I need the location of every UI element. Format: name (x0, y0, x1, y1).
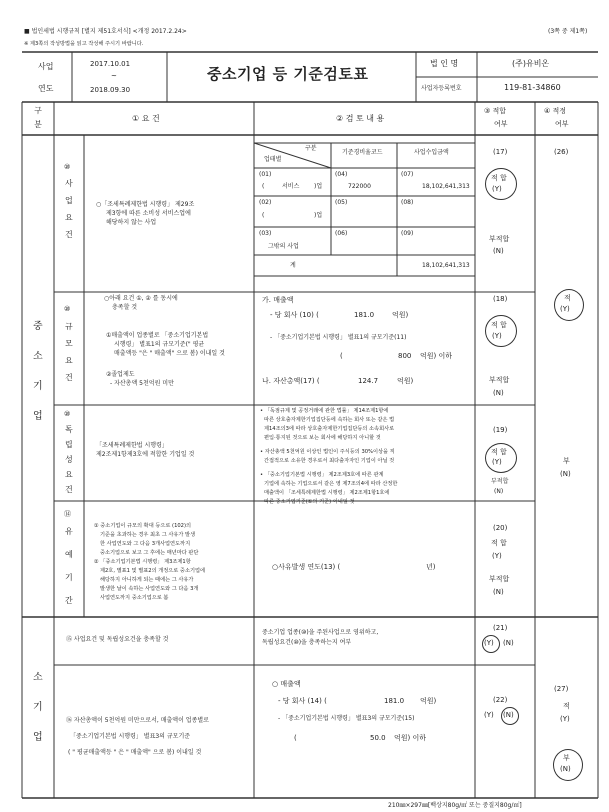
small-review-b: 독립성요건(⑩)을 충족하는지 여부 (262, 639, 352, 646)
small-sales-label: ○ 매출액 (272, 680, 301, 688)
small-std-label: - 「중소기업기본법 시행령」 별표3의 규모기준(15) (278, 715, 415, 722)
grace-review: ○사유발생 연도(13) ( (272, 563, 341, 571)
grace-no: ⑭ (64, 510, 71, 518)
table-head-gubun: 구분 (305, 145, 317, 152)
grace-label-1: 유 (65, 527, 73, 536)
biz-no: 119-81-34860 (504, 83, 561, 92)
indep-review-1c: 제14조의3에 따라 상호출자제한기업집단등의 소속회사로 (264, 426, 395, 432)
row2-income-no: (08) (401, 199, 414, 206)
scale-asset-unit: 억원) (397, 377, 414, 385)
col-review: ② 검 토 내 용 (336, 114, 385, 123)
form-reference: ■ 법인세법 시행규칙 [별지 제51호서식] <개정 2017.2.24> (24, 28, 187, 35)
fit18-yes-circle (485, 315, 517, 347)
appropriate27-no-mark: (N) (560, 765, 571, 773)
fit21-y: (Y) (484, 639, 494, 647)
fit19-no: (19) (493, 426, 508, 434)
scale-std-label: - 「중소기업기본법 시행령」 별표1의 규모기준(11) (270, 334, 407, 341)
indep-review-3a: • 「중소기업기본법 시행령」 제2조제3호에 따른 관계 (260, 472, 384, 478)
row3-no: (03) (259, 230, 272, 237)
row2-suffix: )업 (314, 212, 323, 219)
scale-asset-value: 124.7 (358, 377, 379, 385)
small-req-2b: 「중소기업기본법 시행령」 별표3의 규모기준 (70, 733, 191, 740)
grace-req-h: 발생한 날이 속하는 사업연도와 그 다음 3개 (100, 586, 199, 592)
row1-code-no: (04) (335, 171, 348, 178)
scale-std-paren: ( (340, 352, 343, 360)
indep-review-3b: 기업에 속하는 기업으로서 같은 영 제7조의4에 따라 산정한 (264, 481, 398, 487)
row2-paren: ( (262, 212, 265, 219)
row2-code-no: (05) (335, 199, 348, 206)
fit17-no: (17) (493, 148, 508, 156)
scale-std-unit: 억원) 이하 (420, 352, 453, 360)
section-small-1: 소 (33, 672, 43, 683)
scale-asset-label: 나. 자산총액(17) ( (262, 377, 320, 385)
appropriate27-yes: 적 (563, 702, 570, 710)
scale-own-unit: 억원) (392, 311, 409, 319)
appropriate27-no-label: 부 (563, 754, 570, 762)
small-own-unit: 억원) (420, 697, 437, 705)
grace-req-i: 사업연도까지 중소기업으로 봄 (100, 595, 169, 601)
grace-req-e: ② 「중소기업기본법 시행령」 제3조제1항 (94, 559, 191, 565)
scale-own-label: - 당 회사 (10) ( (270, 311, 319, 319)
corp-name-label: 법 인 명 (430, 59, 459, 68)
appropriate27-yes-mark: (Y) (560, 715, 570, 723)
scale-label-4: 건 (65, 373, 73, 382)
small-review-a: 중소기업 업종(⑩)을 주된사업으로 영위하고, (262, 629, 379, 636)
row1-income-no: (07) (401, 171, 414, 178)
fit19-yes-mark: (Y) (492, 458, 502, 466)
scale-label-1: 규 (65, 322, 73, 331)
row1-no: (01) (259, 171, 272, 178)
small-req-2a: ⑯ 자산총액이 5천억원 미만으로서, 매출액이 업종별로 (66, 717, 209, 724)
fit21-no: (21) (493, 624, 508, 632)
fit17-no-mark: (N) (493, 247, 504, 255)
scale-own-value: 181.0 (354, 311, 375, 319)
col-fit: ③ 적합 (484, 107, 507, 115)
scale-req-2a: ①매출액이 업종별로 「중소기업기본법 (106, 332, 209, 339)
grace-req-d: 중소기업으로 보고 그 후에는 매년마다 판단 (100, 550, 199, 556)
paper-spec: 210㎜×297㎜[백상지80g/㎡ 또는 중질지80g/㎡] (388, 802, 522, 809)
appropriate-no-mark: (N) (560, 470, 571, 478)
fit19-no-mark: (N) (494, 488, 504, 495)
table-head-industry: 업태별 (264, 156, 282, 163)
fit20-no: (20) (493, 524, 508, 532)
col-appropriate-sub: 여부 (555, 120, 569, 128)
indep-review-2a: • 자산총액 5천억원 이상인 법인이 주식등의 30%이상을 직 (260, 449, 395, 455)
appropriate-yes-mark: (Y) (560, 305, 570, 313)
scale-req-2b: 시행령」 별표1의 규모기준(" 평균 (114, 341, 205, 348)
small-std-unit: 억원) 이하 (394, 734, 427, 742)
form-title: 중소기업 등 기준검토표 (207, 65, 369, 83)
row3-income-no: (09) (401, 230, 414, 237)
grace-review-end: 년) (426, 563, 436, 571)
row1-suffix: )업 (314, 183, 323, 190)
scale-req-1a: ○아래 요건 ①, ② 를 동시에 (104, 295, 178, 302)
indep-no: ⑩ (64, 410, 71, 418)
business-req-3: 해당하지 않는 사업 (106, 219, 157, 226)
fit20-yes: 적 합 (491, 539, 507, 547)
appropriate-yes: 적 (564, 294, 571, 302)
fit17-yes-mark: (Y) (492, 185, 502, 193)
appropriate-no: 부 (563, 457, 570, 465)
indep-label-2: 립 (65, 440, 73, 449)
period-start: 2017.10.01 (90, 60, 131, 68)
grace-label-2: 예 (65, 550, 73, 559)
fit18-no: (18) (493, 295, 508, 303)
fit22-n: (N) (503, 711, 514, 719)
appropriate26-no: (26) (554, 148, 569, 156)
scale-std-value: 800 (398, 352, 412, 360)
grace-req-g: 해당하지 아니하게 되는 때에는 그 사유가 (100, 577, 194, 583)
fit20-no-mark: (N) (493, 588, 504, 596)
indep-review-3d: 따른 중소기업기준(①의 기준) 이내일 것 (264, 499, 355, 505)
fit18-no-mark: (N) (493, 389, 504, 397)
indep-label-4: 요 (65, 470, 73, 479)
col-appropriate: ④ 적정 (544, 107, 567, 115)
fit19-yes: 적 합 (491, 448, 507, 456)
small-own-label: - 당 회사 (14) ( (278, 697, 327, 705)
small-own-value: 181.0 (384, 697, 405, 705)
business-label-4: 건 (65, 230, 73, 239)
fit17-yes: 적 합 (491, 174, 507, 182)
business-req-1: ○「조세특례제한법 시행령」 제29조 (96, 201, 195, 208)
row1-industry: 서비스 (282, 183, 300, 190)
row3-label: 그밖의 사업 (268, 243, 299, 250)
grace-req-a: ① 중소기업이 규모의 확대 등으로 (102)의 (94, 523, 192, 529)
section-sme-1: 중 (33, 321, 43, 332)
grace-req-b: 기준을 초과하는 경우 최초 그 사유가 발생 (100, 532, 196, 538)
fit18-no-label: 부적합 (489, 376, 510, 384)
grace-req-f: 제2호, 별표1 및 별표2의 개정으로 중소기업에 (100, 568, 205, 574)
total-income: 18,102,641,313 (422, 262, 470, 269)
indep-review-2b: 간접적으로 소유한 경우로서 최다출자자인 기업이 아닐 것 (264, 458, 395, 464)
total-label: 계 (290, 262, 296, 269)
small-std-value: 50.0 (370, 734, 386, 742)
indep-req-1: 「조세특례제한법 시행령」 (96, 442, 168, 449)
fit18-yes: 적 합 (491, 321, 507, 329)
fit21-n: (N) (503, 639, 514, 647)
biz-no-label: 사업자등록번호 (421, 85, 462, 92)
row3-code-no: (06) (335, 230, 348, 237)
small-req-1: ⑮ 사업요건 및 독립성요건을 충족할 것 (66, 636, 169, 643)
business-label-1: 사 (65, 179, 73, 188)
fit22-y: (Y) (484, 711, 494, 719)
fit20-yes-mark: (Y) (492, 552, 502, 560)
scale-req-1b: 충족할 것 (112, 304, 138, 311)
scale-req-2c: 매출액등 "은 " 매출액" 으로 봄) 이내일 것 (114, 350, 225, 357)
row2-no: (02) (259, 199, 272, 206)
section-small-2: 기 (33, 702, 43, 713)
fit20-no-label: 부적합 (489, 575, 510, 583)
indep-review-1b: 따른 상호출자제한기업집단등에 속하는 회사 또는 같은 법 (264, 417, 395, 423)
indep-label-1: 독 (65, 425, 73, 434)
instruction-note: ※ 제3쪽의 작성방법을 읽고 작성해 주시기 바랍니다. (24, 41, 144, 47)
col-requirement: ① 요 건 (132, 114, 160, 123)
period-end: 2018.09.30 (90, 86, 131, 94)
fit22-no: (22) (493, 696, 508, 704)
row1-code: 722000 (348, 183, 371, 190)
row1-paren: ( (262, 183, 265, 190)
indep-label-5: 건 (65, 485, 73, 494)
business-label-2: 업 (65, 196, 73, 205)
fit19-no-label: 부적합 (491, 478, 509, 485)
corp-name: (주)유비온 (512, 59, 550, 68)
year-label-1: 사업 (38, 62, 54, 71)
grace-req-c: 한 사업연도와 그 다음 3개사업연도까지 (100, 541, 191, 547)
indep-review-1d: 편입·통지된 것으로 보는 회사에 해당하지 아니할 것 (264, 435, 381, 441)
scale-no: ⑩ (64, 305, 71, 313)
page-indicator: (3쪽 중 제1쪽) (548, 28, 588, 35)
indep-review-1a: • 「독점규제 및 공정거래에 관한 법률」 제14조제1항에 (260, 408, 389, 414)
year-label-2: 연도 (38, 84, 54, 93)
section-sme-3: 기 (33, 381, 43, 392)
grace-label-3: 기 (65, 573, 73, 582)
col-fit-sub: 여부 (494, 120, 508, 128)
scale-sales-label: 가. 매출액 (262, 296, 294, 304)
appropriate27-no: (27) (554, 685, 569, 693)
fit17-no-label: 부적합 (489, 235, 510, 243)
scale-req-3a: ②졸업제도 (106, 371, 135, 378)
small-std-paren: ( (294, 734, 297, 742)
scale-label-3: 요 (65, 356, 73, 365)
scale-label-2: 모 (65, 339, 73, 348)
small-req-2c: ( " 평균매출액등 " 은 " 매출액" 으로 봄) 이내일 것 (68, 749, 202, 756)
indep-req-2: 제2조제1항제3호에 적합한 기업일 것 (96, 451, 195, 458)
business-label-3: 요 (65, 213, 73, 222)
table-head-income: 사업수입금액 (414, 149, 449, 156)
business-no: ⑩ (64, 163, 71, 171)
row1-income: 18,102,641,313 (422, 183, 470, 190)
fit18-yes-mark: (Y) (492, 332, 502, 340)
section-small-3: 업 (33, 732, 43, 743)
grace-label-4: 간 (65, 596, 73, 605)
section-sme-2: 소 (33, 351, 43, 362)
table-head-code: 기준경비율코드 (342, 149, 383, 156)
business-req-2: 제3항에 따른 소비성 서비스업에 (106, 210, 191, 217)
fit17-yes-circle (485, 168, 517, 200)
col-gubun: 구 분 (34, 106, 42, 129)
indep-review-3c: 매출액이 「조세특례제한법 시행령」 제2조제1항1호에 (264, 490, 390, 496)
indep-label-3: 성 (65, 455, 73, 464)
period-sep: ~ (111, 72, 117, 80)
section-sme-4: 업 (33, 411, 43, 422)
scale-req-3b: - 자산총액 5천억원 미만 (110, 380, 174, 387)
